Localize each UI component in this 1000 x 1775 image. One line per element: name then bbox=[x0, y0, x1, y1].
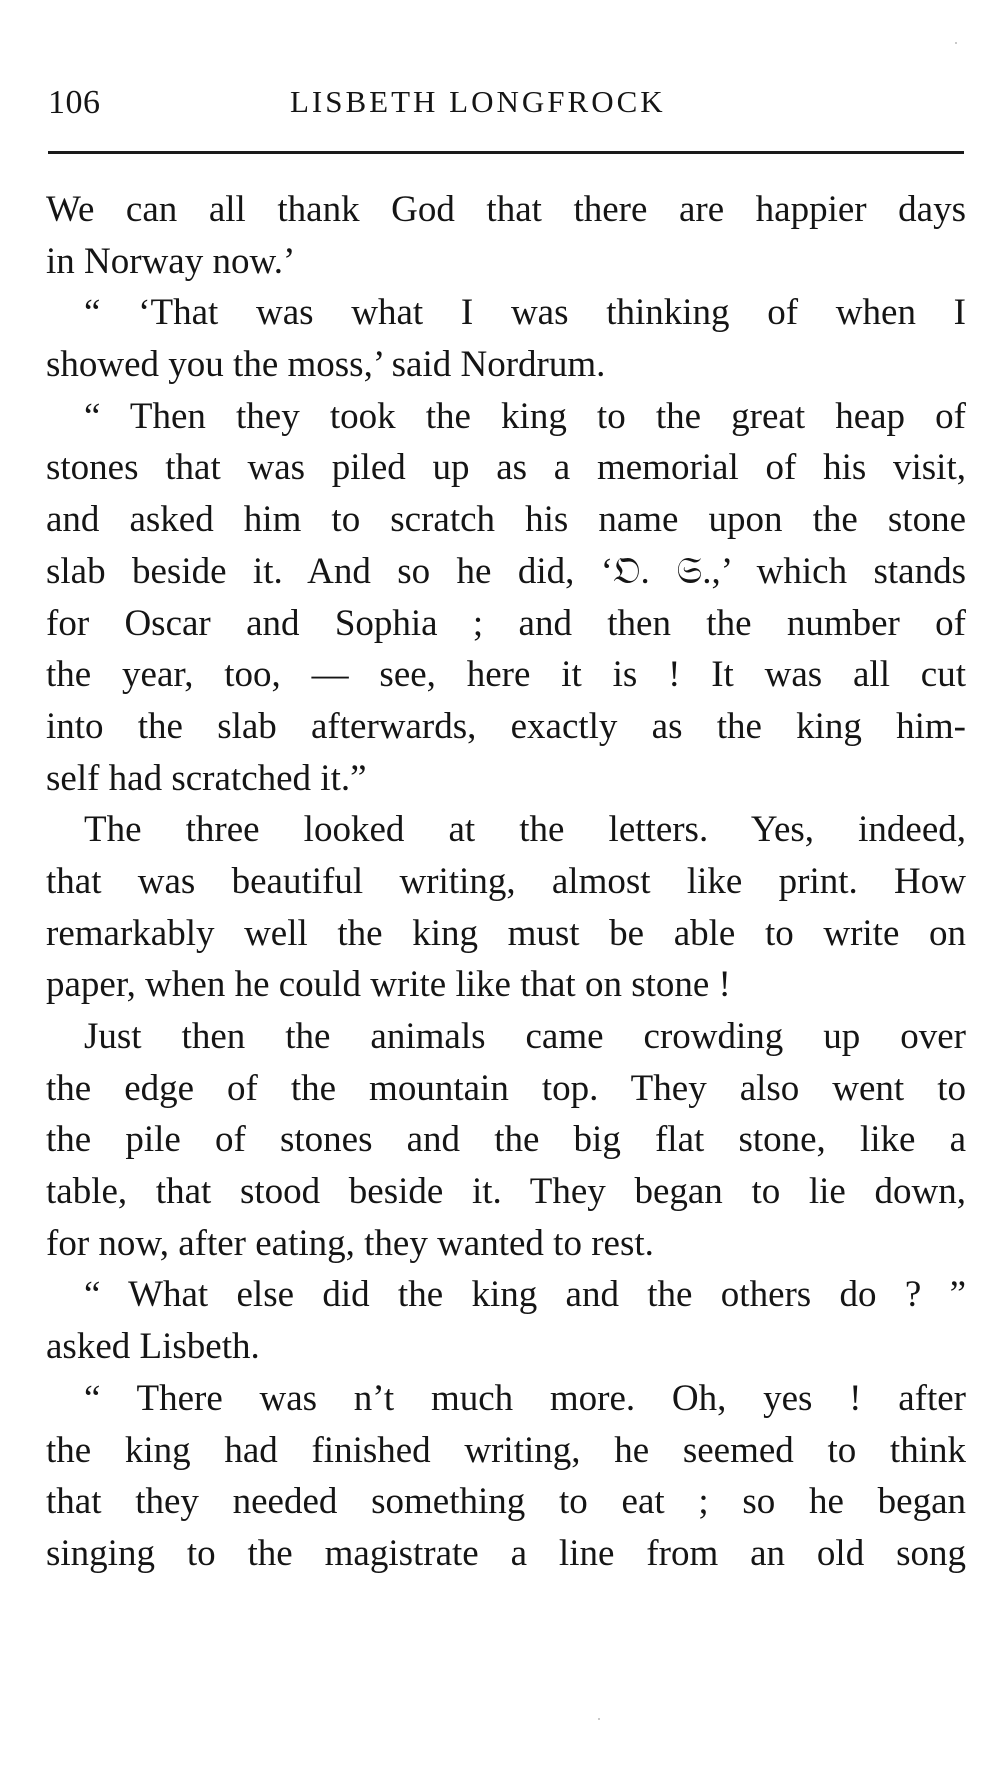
text-line: self had scratched it.” bbox=[46, 757, 367, 799]
page-number: 106 bbox=[48, 84, 101, 121]
text-line: asked Lisbeth. bbox=[46, 1326, 260, 1368]
text-line: Just then the animals came crowding up over bbox=[84, 1016, 966, 1057]
text-line: the edge of the mountain top. They also went to bbox=[46, 1067, 966, 1109]
text-line: showed you the moss,’ said Nordrum. bbox=[46, 344, 606, 386]
text-line: paper, when he could write like that on stone ! bbox=[46, 964, 731, 1006]
running-head bbox=[48, 84, 968, 128]
text-line: remarkably well the king must be able to write on bbox=[46, 912, 966, 954]
text-line: into the slab afterwards, exactly as the king him- bbox=[46, 705, 966, 747]
paper-speck bbox=[598, 1718, 600, 1720]
text-line: “ There was n’t much more. Oh, yes ! after bbox=[84, 1377, 966, 1419]
text-line: that was beautiful writing, almost like print. How bbox=[46, 860, 966, 902]
text-line: the king had finished writing, he seemed to think bbox=[46, 1429, 966, 1471]
text-line: table, that stood beside it. They began to lie down, bbox=[46, 1171, 966, 1213]
text-line: We can all thank God that there are happier days bbox=[46, 189, 966, 230]
text-line: singing to the magistrate a line from an old song bbox=[46, 1532, 966, 1574]
text-line: stones that was piled up as a memorial of his visit, bbox=[46, 447, 966, 489]
text-line: the year, too, — see, here it is ! It was all cut bbox=[46, 654, 966, 696]
text-line: “ What else did the king and the others do ? ” bbox=[84, 1274, 966, 1316]
text-line: in Norway now.’ bbox=[46, 240, 296, 282]
text-line: for now, after eating, they wanted to rest. bbox=[46, 1222, 654, 1264]
text-line: “ Then they took the king to the great heap of bbox=[84, 395, 966, 437]
header-rule bbox=[48, 151, 964, 154]
text-line: “ ‘That was what I was thinking of when I bbox=[84, 292, 966, 334]
text-line: slab beside it. And so he did, ‘𝔒. 𝔖.,’ which stands bbox=[46, 550, 966, 592]
paper-speck bbox=[955, 42, 957, 44]
text-line: the pile of stones and the big flat stone, like a bbox=[46, 1119, 966, 1161]
book-title: LISBETH LONGFROCK bbox=[290, 84, 666, 119]
text-line: and asked him to scratch his name upon the stone bbox=[46, 499, 966, 541]
text-line: that they needed something to eat ; so he began bbox=[46, 1481, 966, 1523]
body-text bbox=[46, 184, 966, 1580]
text-line: The three looked at the letters. Yes, indeed, bbox=[84, 809, 966, 851]
text-line: for Oscar and Sophia ; and then the number of bbox=[46, 602, 966, 644]
